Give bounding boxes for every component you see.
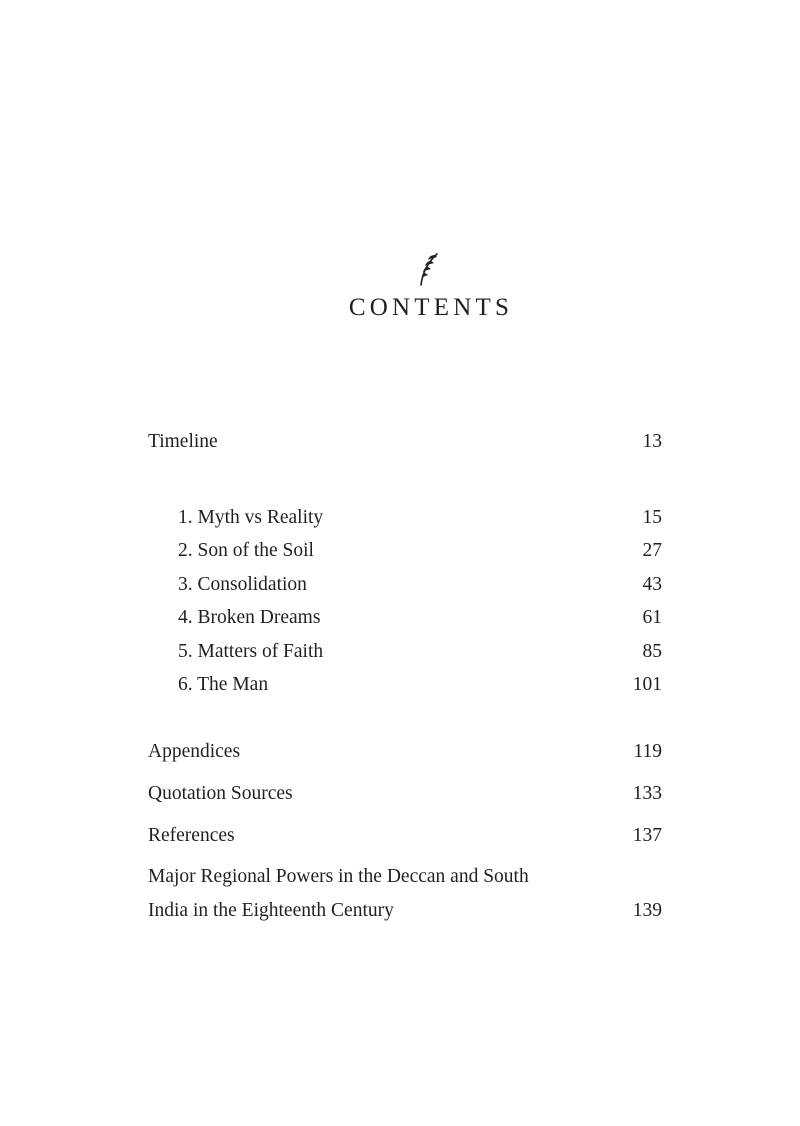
toc-entry-label-line1: Major Regional Powers in the Deccan and South bbox=[148, 866, 529, 887]
quill-feather-icon bbox=[418, 252, 440, 286]
toc-entry-label: 3. Consolidation bbox=[178, 574, 307, 595]
toc-entry-appendices[interactable] bbox=[148, 740, 662, 764]
toc-chapter-2[interactable] bbox=[178, 539, 662, 563]
toc-entry-page: 139 bbox=[632, 900, 662, 921]
toc-entry-page: 13 bbox=[642, 431, 662, 452]
toc-chapter-3[interactable] bbox=[178, 573, 662, 597]
toc-entry-page: 133 bbox=[632, 783, 662, 804]
toc-entry-page: 119 bbox=[633, 741, 662, 762]
toc-entry-page: 61 bbox=[642, 607, 662, 628]
toc-chapter-1[interactable] bbox=[178, 506, 662, 530]
page-title: CONTENTS bbox=[348, 294, 514, 321]
toc-entry-page: 27 bbox=[642, 540, 662, 561]
toc-chapter-5[interactable] bbox=[178, 640, 662, 664]
toc-entry-page: 15 bbox=[642, 507, 662, 528]
toc-entry-label: 4. Broken Dreams bbox=[178, 607, 321, 628]
toc-chapter-6[interactable] bbox=[178, 673, 662, 697]
toc-entry-label: 1. Myth vs Reality bbox=[178, 507, 324, 528]
toc-entry-label: Quotation Sources bbox=[148, 783, 293, 804]
toc-chapter-4[interactable] bbox=[178, 606, 662, 630]
toc-entry-references[interactable] bbox=[148, 824, 662, 848]
toc-entry-page: 101 bbox=[632, 674, 662, 695]
toc-entry-page: 43 bbox=[642, 574, 662, 595]
toc-entry-label: 5. Matters of Faith bbox=[178, 641, 324, 662]
toc-entry-label: References bbox=[148, 825, 235, 846]
toc-entry-label-line2: India in the Eighteenth Century bbox=[148, 900, 394, 921]
toc-entry-timeline[interactable] bbox=[148, 430, 662, 454]
toc-entry-quotation-sources[interactable] bbox=[148, 782, 662, 806]
toc-entry-label: Appendices bbox=[148, 741, 241, 762]
toc-entry-label: 6. The Man bbox=[178, 674, 269, 695]
toc-entry-label: 2. Son of the Soil bbox=[178, 540, 314, 561]
toc-entry-page: 85 bbox=[642, 641, 662, 662]
toc-entry-page: 137 bbox=[632, 825, 662, 846]
toc-entry-label: Timeline bbox=[148, 431, 218, 452]
